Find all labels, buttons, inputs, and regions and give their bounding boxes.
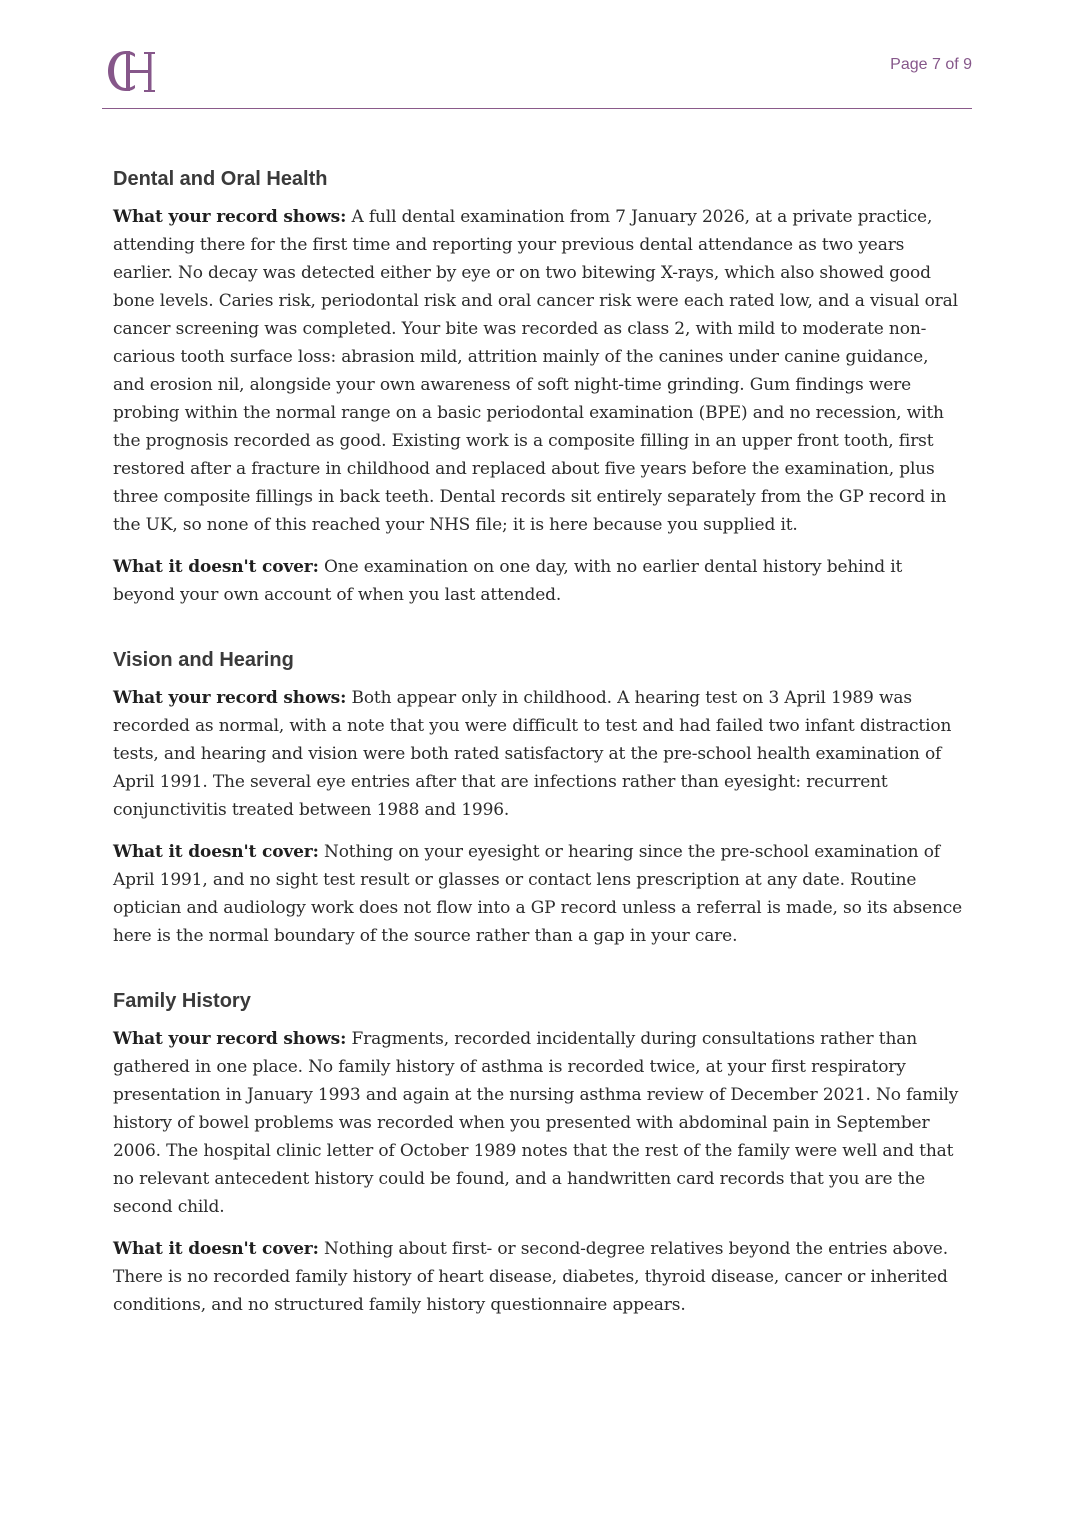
record-shows-paragraph — [113, 684, 965, 824]
section-heading: Family History — [113, 990, 251, 1012]
record-shows-label: What your record shows: — [113, 1029, 347, 1049]
not-covered-text: Nothing about first- or second-degree relatives beyond the entries above. There is no recorded family history of heart disease, diabetes, thyroid disease, cancer or inherited conditions, and no structured family history questionnaire appears. — [113, 1239, 948, 1315]
not-covered-paragraph — [113, 838, 965, 950]
record-shows-text: Fragments, recorded incidentally during consultations rather than gathered in one place. No family history of asthma is recorded twice, at your first respiratory presentation in January 1993 and again at the nursing asthma review of December 2021. No family history of bowel problems was recorded when you presented with abdominal pain in September 2006. The hospital clinic letter of October 1989 notes that the rest of the family were well and that no relevant antecedent history could be found, and a handwritten card records that you are the second child. — [113, 1029, 959, 1217]
section-family-history — [113, 988, 965, 1319]
record-shows-paragraph — [113, 203, 965, 539]
page-number: Page 7 of 9 — [890, 56, 972, 73]
section-heading: Vision and Hearing — [113, 649, 294, 671]
record-shows-text: Both appear only in childhood. A hearing test on 3 April 1989 was recorded as normal, with a note that you were difficult to test and had failed two infant distraction tests, and hearing and vision were both rated satisfactory at the pre-school health examination of April 1991. The several eye entries after that are infections rather than eyesight: recurrent conjunctivitis treated between 1988 and 1996. — [113, 688, 952, 820]
brand-logo — [104, 46, 164, 96]
not-covered-text: One examination on one day, with no earlier dental history behind it beyond your own account of when you last attended. — [113, 557, 903, 605]
section-heading: Dental and Oral Health — [113, 168, 328, 190]
section-vision-hearing — [113, 647, 965, 950]
not-covered-paragraph — [113, 553, 965, 609]
record-shows-label: What your record shows: — [113, 207, 347, 227]
not-covered-label: What it doesn't cover: — [113, 842, 319, 862]
section-dental-oral-health — [113, 166, 965, 609]
not-covered-label: What it doesn't cover: — [113, 1239, 319, 1259]
page-header — [102, 40, 972, 109]
record-shows-text: A full dental examination from 7 January 2026, at a private practice, attending there for the first time and reporting your previous dental attendance as two years earlier. No decay was detected either by eye or on two bitewing X-rays, which also showed good bone levels. Caries risk, periodontal risk and oral cancer risk were each rated low, and a visual oral cancer screening was completed. Your bite was recorded as class 2, with mild to moderate non-carious tooth surface loss: abrasion mild, attrition mainly of the canines under canine guidance, and erosion nil, alongside your own awareness of soft night-time grinding. Gum findings were probing within the normal range on a basic periodontal examination (BPE) and no recession, with the prognosis recorded as good. Existing work is a composite filling in an upper front tooth, first restored after a fracture in childhood and replaced about five years before the examination, plus three composite fillings in back teeth. Dental records sit entirely separately from the GP record in the UK, so none of this reached your NHS file; it is here because you supplied it. — [113, 207, 958, 535]
document-body — [113, 150, 965, 1357]
not-covered-paragraph — [113, 1235, 965, 1319]
not-covered-label: What it doesn't cover: — [113, 557, 319, 577]
record-shows-label: What your record shows: — [113, 688, 347, 708]
record-shows-paragraph — [113, 1025, 965, 1221]
not-covered-text: Nothing on your eyesight or hearing since the pre-school examination of April 1991, and no sight test result or glasses or contact lens prescription at any date. Routine optician and audiology work does not flow into a GP record unless a referral is made, so its absence here is the normal boundary of the source rather than a gap in your care. — [113, 842, 963, 946]
